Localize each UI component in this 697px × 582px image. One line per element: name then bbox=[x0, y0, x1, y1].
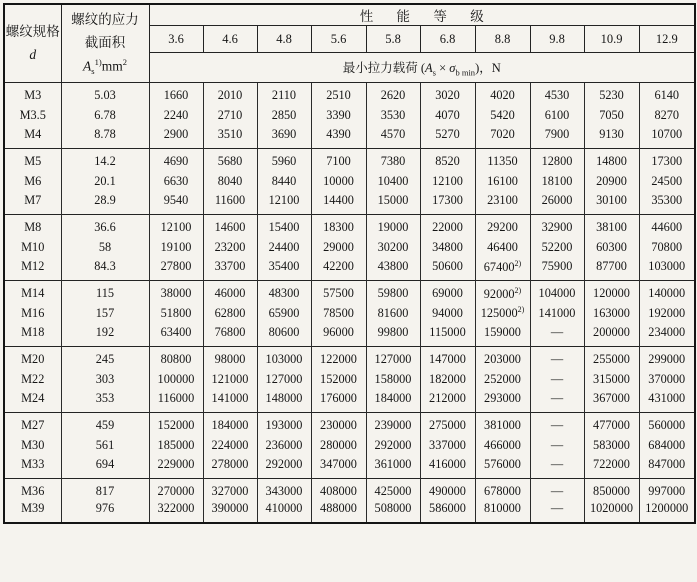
class-col-5.8: 5.8 bbox=[366, 26, 420, 53]
load-cell: 1660 bbox=[149, 83, 203, 105]
stress-area-cell: 58 bbox=[61, 237, 149, 259]
load-cell: 20900 bbox=[584, 171, 639, 193]
table-row bbox=[4, 391, 695, 413]
load-cell: 19000 bbox=[366, 215, 420, 237]
load-cell: 5960 bbox=[257, 149, 311, 171]
load-cell: 65900 bbox=[257, 303, 311, 325]
load-cell: 70800 bbox=[639, 237, 695, 259]
load-cell: 46000 bbox=[203, 281, 257, 303]
load-cell: 327000 bbox=[203, 479, 257, 501]
load-cell: 2110 bbox=[257, 83, 311, 105]
load-cell: 57500 bbox=[311, 281, 366, 303]
load-cell: 8040 bbox=[203, 171, 257, 193]
thread-size-cell: M12 bbox=[4, 259, 61, 281]
load-cell: 35400 bbox=[257, 259, 311, 281]
thread-size-cell: M10 bbox=[4, 237, 61, 259]
load-cell: 5680 bbox=[203, 149, 257, 171]
load-cell: 12100 bbox=[257, 193, 311, 215]
load-cell: 347000 bbox=[311, 457, 366, 479]
load-cell: 163000 bbox=[584, 303, 639, 325]
load-cell: 29200 bbox=[475, 215, 530, 237]
load-cell: 30200 bbox=[366, 237, 420, 259]
load-cell: 408000 bbox=[311, 479, 366, 501]
load-cell: 2010 bbox=[203, 83, 257, 105]
load-cell: 42200 bbox=[311, 259, 366, 281]
load-cell: 67400$^{2)}$ bbox=[475, 259, 530, 281]
load-cell: 50600 bbox=[420, 259, 475, 281]
header-min-tensile-load: 最小拉力载荷 $(A_s \times \sigma_{b min})$，N bbox=[149, 53, 695, 83]
thread-tensile-load-table bbox=[3, 3, 696, 524]
load-cell: 22000 bbox=[420, 215, 475, 237]
table-row bbox=[4, 215, 695, 237]
load-cell: — bbox=[530, 391, 584, 413]
load-cell: 81600 bbox=[366, 303, 420, 325]
class-col-10.9: 10.9 bbox=[584, 26, 639, 53]
header-stress-area bbox=[61, 4, 149, 83]
load-cell: 684000 bbox=[639, 435, 695, 457]
load-cell: 477000 bbox=[584, 413, 639, 435]
load-cell: — bbox=[530, 457, 584, 479]
stress-area-cell: 303 bbox=[61, 369, 149, 391]
load-cell: 94000 bbox=[420, 303, 475, 325]
load-cell: 431000 bbox=[639, 391, 695, 413]
load-cell: 192000 bbox=[639, 303, 695, 325]
load-cell: 15400 bbox=[257, 215, 311, 237]
load-cell: 122000 bbox=[311, 347, 366, 369]
load-cell: 270000 bbox=[149, 479, 203, 501]
load-cell: 2620 bbox=[366, 83, 420, 105]
class-col-4.6: 4.6 bbox=[203, 26, 257, 53]
class-col-9.8: 9.8 bbox=[530, 26, 584, 53]
stress-area-cell: 694 bbox=[61, 457, 149, 479]
load-cell: 2900 bbox=[149, 127, 203, 149]
load-cell: 10400 bbox=[366, 171, 420, 193]
load-cell: 103000 bbox=[257, 347, 311, 369]
load-cell: 293000 bbox=[475, 391, 530, 413]
load-cell: 51800 bbox=[149, 303, 203, 325]
load-cell: 12100 bbox=[149, 215, 203, 237]
stress-area-label-1: 螺纹的应力 bbox=[71, 11, 139, 27]
stress-area-cell: 20.1 bbox=[61, 171, 149, 193]
load-cell: 120000 bbox=[584, 281, 639, 303]
load-cell: 322000 bbox=[149, 501, 203, 523]
stress-area-cell: 6.78 bbox=[61, 105, 149, 127]
load-cell: 87700 bbox=[584, 259, 639, 281]
table-row bbox=[4, 237, 695, 259]
load-cell: 1020000 bbox=[584, 501, 639, 523]
load-cell: 490000 bbox=[420, 479, 475, 501]
load-cell: 19100 bbox=[149, 237, 203, 259]
table-row bbox=[4, 303, 695, 325]
load-cell: 292000 bbox=[257, 457, 311, 479]
load-cell: 30100 bbox=[584, 193, 639, 215]
table-row bbox=[4, 457, 695, 479]
load-cell: 125000$^{2)}$ bbox=[475, 303, 530, 325]
load-cell: 390000 bbox=[203, 501, 257, 523]
load-cell: 488000 bbox=[311, 501, 366, 523]
load-cell: 292000 bbox=[366, 435, 420, 457]
load-cell: 127000 bbox=[257, 369, 311, 391]
load-cell: 2510 bbox=[311, 83, 366, 105]
load-cell: 38000 bbox=[149, 281, 203, 303]
load-cell: — bbox=[530, 325, 584, 347]
load-cell: 75900 bbox=[530, 259, 584, 281]
load-cell: 48300 bbox=[257, 281, 311, 303]
thread-size-cell: M27 bbox=[4, 413, 61, 435]
load-cell: 14400 bbox=[311, 193, 366, 215]
load-cell: 4690 bbox=[149, 149, 203, 171]
load-cell: — bbox=[530, 501, 584, 523]
load-cell: 381000 bbox=[475, 413, 530, 435]
load-cell: 416000 bbox=[420, 457, 475, 479]
load-cell: 343000 bbox=[257, 479, 311, 501]
table-row bbox=[4, 83, 695, 105]
table-body bbox=[4, 83, 695, 523]
load-cell: 576000 bbox=[475, 457, 530, 479]
load-cell: 6100 bbox=[530, 105, 584, 127]
load-cell: 7100 bbox=[311, 149, 366, 171]
load-cell: 16100 bbox=[475, 171, 530, 193]
load-cell: 425000 bbox=[366, 479, 420, 501]
load-cell: 23100 bbox=[475, 193, 530, 215]
load-cell: 8520 bbox=[420, 149, 475, 171]
load-cell: 583000 bbox=[584, 435, 639, 457]
load-cell: 18100 bbox=[530, 171, 584, 193]
load-cell: 997000 bbox=[639, 479, 695, 501]
load-cell: 32900 bbox=[530, 215, 584, 237]
load-cell: 11350 bbox=[475, 149, 530, 171]
load-cell: 8270 bbox=[639, 105, 695, 127]
load-cell: 7020 bbox=[475, 127, 530, 149]
stress-area-cell: 817 bbox=[61, 479, 149, 501]
load-cell: 230000 bbox=[311, 413, 366, 435]
header-thread-spec bbox=[4, 4, 61, 83]
load-cell: 203000 bbox=[475, 347, 530, 369]
stress-area-label-2: 截面积 bbox=[84, 34, 126, 50]
load-cell: — bbox=[530, 347, 584, 369]
load-cell: 4020 bbox=[475, 83, 530, 105]
thread-size-cell: M30 bbox=[4, 435, 61, 457]
load-cell: 6630 bbox=[149, 171, 203, 193]
class-col-8.8: 8.8 bbox=[475, 26, 530, 53]
load-cell: 410000 bbox=[257, 501, 311, 523]
load-cell: 14800 bbox=[584, 149, 639, 171]
load-cell: — bbox=[530, 479, 584, 501]
load-cell: 159000 bbox=[475, 325, 530, 347]
stress-area-cell: 976 bbox=[61, 501, 149, 523]
load-cell: 3530 bbox=[366, 105, 420, 127]
load-cell: 337000 bbox=[420, 435, 475, 457]
table-row bbox=[4, 369, 695, 391]
thread-size-cell: M22 bbox=[4, 369, 61, 391]
thread-size-cell: M3.5 bbox=[4, 105, 61, 127]
load-cell: 43800 bbox=[366, 259, 420, 281]
class-col-4.8: 4.8 bbox=[257, 26, 311, 53]
table-row bbox=[4, 325, 695, 347]
load-cell: 9130 bbox=[584, 127, 639, 149]
load-cell: — bbox=[530, 413, 584, 435]
stress-area-cell: 36.6 bbox=[61, 215, 149, 237]
load-cell: 7900 bbox=[530, 127, 584, 149]
table-row bbox=[4, 413, 695, 435]
load-cell: 810000 bbox=[475, 501, 530, 523]
thread-size-cell: M16 bbox=[4, 303, 61, 325]
table-row bbox=[4, 193, 695, 215]
load-cell: 4530 bbox=[530, 83, 584, 105]
load-cell: 26000 bbox=[530, 193, 584, 215]
table-row bbox=[4, 435, 695, 457]
table-row bbox=[4, 127, 695, 149]
stress-area-cell: 28.9 bbox=[61, 193, 149, 215]
load-cell: — bbox=[530, 435, 584, 457]
load-cell: 23200 bbox=[203, 237, 257, 259]
thread-size-cell: M3 bbox=[4, 83, 61, 105]
stress-area-cell: 353 bbox=[61, 391, 149, 413]
table-row bbox=[4, 171, 695, 193]
stress-area-cell: 5.03 bbox=[61, 83, 149, 105]
load-cell: 80800 bbox=[149, 347, 203, 369]
load-cell: 127000 bbox=[366, 347, 420, 369]
load-cell: 60300 bbox=[584, 237, 639, 259]
stress-area-cell: 245 bbox=[61, 347, 149, 369]
load-cell: 182000 bbox=[420, 369, 475, 391]
stress-area-cell: 561 bbox=[61, 435, 149, 457]
load-cell: 147000 bbox=[420, 347, 475, 369]
load-cell: 6140 bbox=[639, 83, 695, 105]
load-cell: 185000 bbox=[149, 435, 203, 457]
load-cell: 98000 bbox=[203, 347, 257, 369]
class-col-6.8: 6.8 bbox=[420, 26, 475, 53]
load-cell: 17300 bbox=[420, 193, 475, 215]
thread-size-cell: M7 bbox=[4, 193, 61, 215]
load-cell: 59800 bbox=[366, 281, 420, 303]
load-cell: 80600 bbox=[257, 325, 311, 347]
thread-size-cell: M20 bbox=[4, 347, 61, 369]
load-cell: 100000 bbox=[149, 369, 203, 391]
table-row bbox=[4, 149, 695, 171]
load-cell: 2710 bbox=[203, 105, 257, 127]
load-cell: 1200000 bbox=[639, 501, 695, 523]
load-cell: 99800 bbox=[366, 325, 420, 347]
stress-area-cell: 8.78 bbox=[61, 127, 149, 149]
stress-area-formula: $A_s^{1)}mm^2$ bbox=[83, 56, 127, 76]
stress-area-cell: 192 bbox=[61, 325, 149, 347]
load-cell: 69000 bbox=[420, 281, 475, 303]
load-cell: 850000 bbox=[584, 479, 639, 501]
load-cell: 115000 bbox=[420, 325, 475, 347]
load-cell: 10000 bbox=[311, 171, 366, 193]
load-cell: 4070 bbox=[420, 105, 475, 127]
stress-area-cell: 84.3 bbox=[61, 259, 149, 281]
load-cell: 7050 bbox=[584, 105, 639, 127]
load-cell: 5230 bbox=[584, 83, 639, 105]
load-cell: 5420 bbox=[475, 105, 530, 127]
load-cell: — bbox=[530, 369, 584, 391]
load-cell: 9540 bbox=[149, 193, 203, 215]
class-col-12.9: 12.9 bbox=[639, 26, 695, 53]
load-cell: 10700 bbox=[639, 127, 695, 149]
load-cell: 586000 bbox=[420, 501, 475, 523]
load-cell: 361000 bbox=[366, 457, 420, 479]
load-cell: 5270 bbox=[420, 127, 475, 149]
load-cell: 92000$^{2)}$ bbox=[475, 281, 530, 303]
load-cell: 7380 bbox=[366, 149, 420, 171]
thread-spec-label: 螺纹规格 bbox=[5, 23, 60, 39]
load-cell: 140000 bbox=[639, 281, 695, 303]
load-cell: 103000 bbox=[639, 259, 695, 281]
load-cell: 148000 bbox=[257, 391, 311, 413]
load-cell: 12100 bbox=[420, 171, 475, 193]
load-cell: 847000 bbox=[639, 457, 695, 479]
thread-size-cell: M6 bbox=[4, 171, 61, 193]
thread-size-cell: M8 bbox=[4, 215, 61, 237]
load-cell: 3390 bbox=[311, 105, 366, 127]
table-row bbox=[4, 479, 695, 501]
load-cell: 116000 bbox=[149, 391, 203, 413]
load-cell: 152000 bbox=[149, 413, 203, 435]
load-cell: 12800 bbox=[530, 149, 584, 171]
load-cell: 76800 bbox=[203, 325, 257, 347]
load-cell: 27800 bbox=[149, 259, 203, 281]
load-cell: 24400 bbox=[257, 237, 311, 259]
load-cell: 78500 bbox=[311, 303, 366, 325]
load-cell: 184000 bbox=[366, 391, 420, 413]
load-cell: 280000 bbox=[311, 435, 366, 457]
load-cell: 62800 bbox=[203, 303, 257, 325]
load-cell: 24500 bbox=[639, 171, 695, 193]
table-row bbox=[4, 347, 695, 369]
load-cell: 236000 bbox=[257, 435, 311, 457]
stress-area-cell: 14.2 bbox=[61, 149, 149, 171]
thread-size-cell: M5 bbox=[4, 149, 61, 171]
load-cell: 2240 bbox=[149, 105, 203, 127]
header-property-class bbox=[149, 4, 695, 26]
load-cell: 14600 bbox=[203, 215, 257, 237]
load-cell: 560000 bbox=[639, 413, 695, 435]
class-col-5.6: 5.6 bbox=[311, 26, 366, 53]
load-cell: 96000 bbox=[311, 325, 366, 347]
load-cell: 255000 bbox=[584, 347, 639, 369]
load-cell: 200000 bbox=[584, 325, 639, 347]
load-cell: 141000 bbox=[203, 391, 257, 413]
thread-size-cell: M4 bbox=[4, 127, 61, 149]
load-cell: 2850 bbox=[257, 105, 311, 127]
load-cell: 8440 bbox=[257, 171, 311, 193]
load-cell: 33700 bbox=[203, 259, 257, 281]
load-cell: 11600 bbox=[203, 193, 257, 215]
stress-area-cell: 157 bbox=[61, 303, 149, 325]
thread-size-cell: M33 bbox=[4, 457, 61, 479]
load-cell: 3690 bbox=[257, 127, 311, 149]
table-row bbox=[4, 281, 695, 303]
thread-size-cell: M14 bbox=[4, 281, 61, 303]
thread-size-cell: M39 bbox=[4, 501, 61, 523]
load-cell: 229000 bbox=[149, 457, 203, 479]
load-cell: 176000 bbox=[311, 391, 366, 413]
load-cell: 15000 bbox=[366, 193, 420, 215]
load-cell: 234000 bbox=[639, 325, 695, 347]
load-cell: 212000 bbox=[420, 391, 475, 413]
thread-spec-symbol: d bbox=[29, 46, 37, 62]
load-cell: 152000 bbox=[311, 369, 366, 391]
class-col-3.6: 3.6 bbox=[149, 26, 203, 53]
load-cell: 3020 bbox=[420, 83, 475, 105]
load-cell: 370000 bbox=[639, 369, 695, 391]
load-cell: 367000 bbox=[584, 391, 639, 413]
load-cell: 29000 bbox=[311, 237, 366, 259]
load-cell: 4390 bbox=[311, 127, 366, 149]
stress-area-cell: 115 bbox=[61, 281, 149, 303]
thread-size-cell: M24 bbox=[4, 391, 61, 413]
load-cell: 466000 bbox=[475, 435, 530, 457]
load-cell: 38100 bbox=[584, 215, 639, 237]
load-cell: 278000 bbox=[203, 457, 257, 479]
load-cell: 315000 bbox=[584, 369, 639, 391]
load-cell: 4570 bbox=[366, 127, 420, 149]
stress-area-cell: 459 bbox=[61, 413, 149, 435]
load-cell: 275000 bbox=[420, 413, 475, 435]
load-cell: 184000 bbox=[203, 413, 257, 435]
load-cell: 18300 bbox=[311, 215, 366, 237]
load-cell: 3510 bbox=[203, 127, 257, 149]
thread-size-cell: M36 bbox=[4, 479, 61, 501]
property-class-label: 性 能 等 级 bbox=[359, 9, 494, 24]
load-cell: 678000 bbox=[475, 479, 530, 501]
load-cell: 35300 bbox=[639, 193, 695, 215]
load-cell: 104000 bbox=[530, 281, 584, 303]
load-cell: 224000 bbox=[203, 435, 257, 457]
thread-size-cell: M18 bbox=[4, 325, 61, 347]
load-cell: 722000 bbox=[584, 457, 639, 479]
load-cell: 63400 bbox=[149, 325, 203, 347]
load-cell: 508000 bbox=[366, 501, 420, 523]
load-cell: 121000 bbox=[203, 369, 257, 391]
load-cell: 299000 bbox=[639, 347, 695, 369]
load-cell: 141000 bbox=[530, 303, 584, 325]
load-cell: 52200 bbox=[530, 237, 584, 259]
load-cell: 252000 bbox=[475, 369, 530, 391]
load-cell: 17300 bbox=[639, 149, 695, 171]
load-cell: 44600 bbox=[639, 215, 695, 237]
table-row bbox=[4, 259, 695, 281]
table-row bbox=[4, 501, 695, 523]
load-cell: 158000 bbox=[366, 369, 420, 391]
load-cell: 46400 bbox=[475, 237, 530, 259]
load-cell: 34800 bbox=[420, 237, 475, 259]
load-cell: 239000 bbox=[366, 413, 420, 435]
load-cell: 193000 bbox=[257, 413, 311, 435]
table-row bbox=[4, 105, 695, 127]
